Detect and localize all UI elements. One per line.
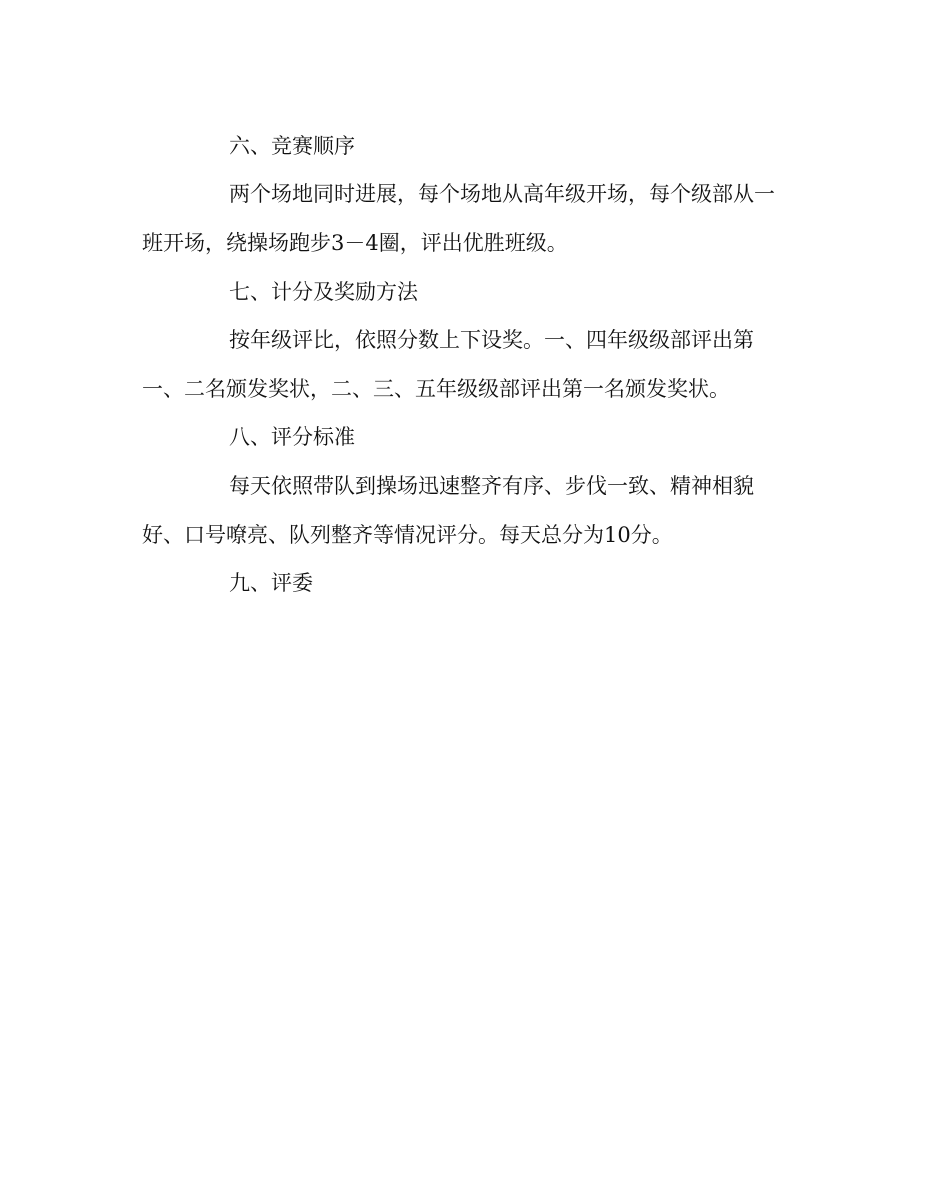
paragraph-line: 两个场地同时进展，每个场地从高年级开场，每个级部从一 — [229, 182, 775, 206]
section-heading-9: 九、评委 — [229, 571, 313, 595]
paragraph-line: 按年级评比，依照分数上下设奖。一、四年级级部评出第 — [229, 328, 754, 352]
section-heading-8: 八、评分标准 — [229, 425, 355, 449]
paragraph-line: 每天依照带队到操场迅速整齐有序、步伐一致、精神相貌 — [229, 474, 754, 498]
paragraph-line: 班开场，绕操场跑步3－4圈，评出优胜班级。 — [142, 231, 568, 255]
section-heading-7: 七、计分及奖励方法 — [229, 280, 418, 304]
section-heading-6: 六、竞赛顺序 — [229, 134, 355, 158]
paragraph-line: 一、二名颁发奖状，二、三、五年级级部评出第一名颁发奖状。 — [142, 377, 730, 401]
paragraph-line: 好、口号嘹亮、队列整齐等情况评分。每天总分为10分。 — [142, 523, 673, 547]
